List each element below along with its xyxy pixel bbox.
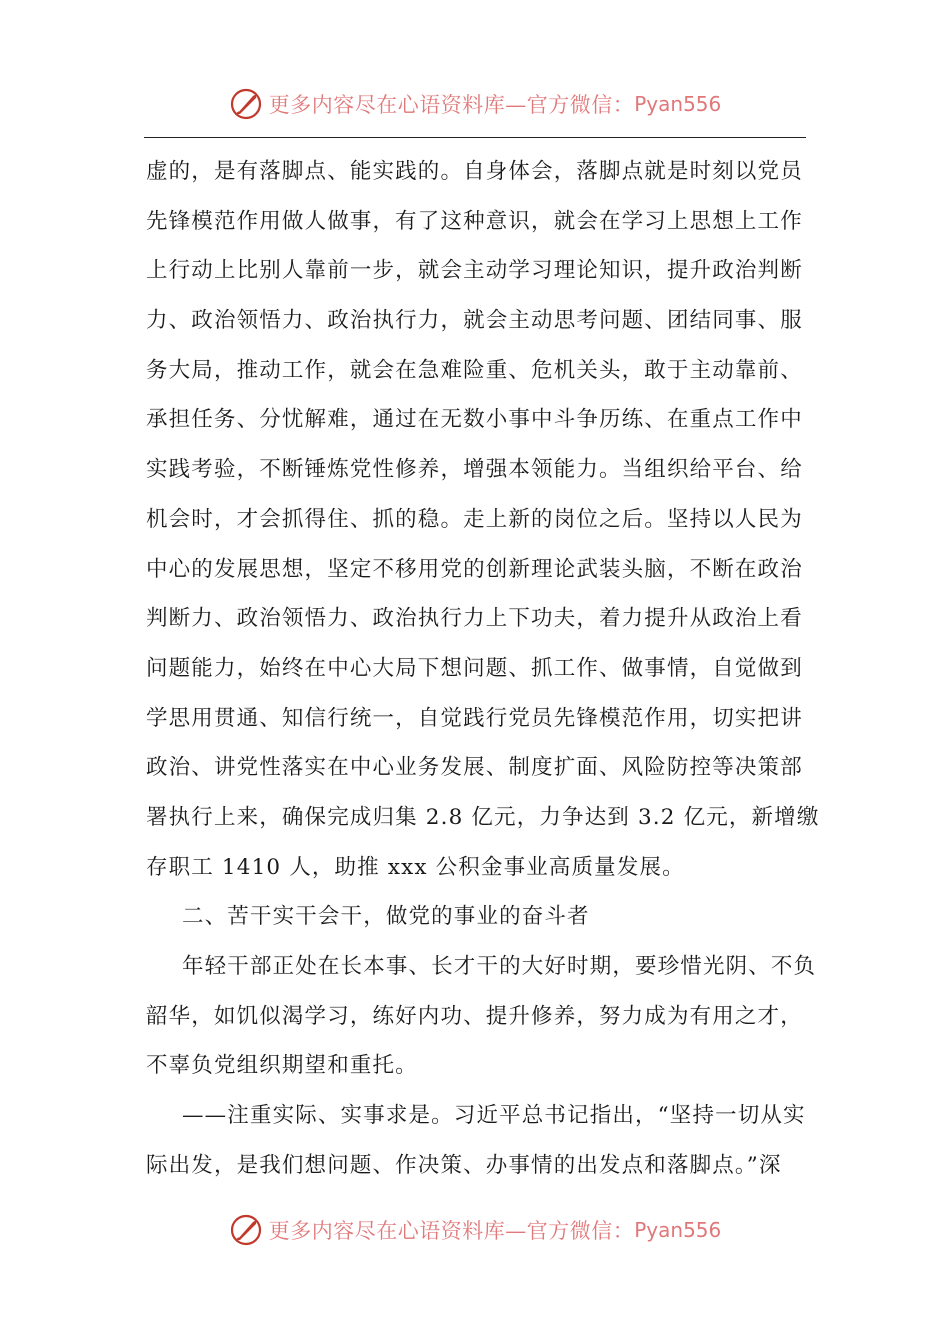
text-line: 署执行上来，确保完成归集 2.8 亿元，力争达到 3.2 亿元，新增缴 [146, 804, 820, 830]
text-line: 韶华，如饥似渴学习，练好内功、提升修养，努力成为有用之才， [146, 1003, 803, 1029]
section-heading: 二、苦干实干会干，做党的事业的奋斗者 [182, 904, 590, 930]
header-banner [0, 84, 950, 124]
text-line: 际出发，是我们想问题、作决策、办事情的出发点和落脚点。”深 [146, 1152, 782, 1178]
document-body [146, 147, 820, 1190]
text-line: 机会时，才会抓得住、抓的稳。走上新的岗位之后。坚持以人民为 [146, 506, 803, 532]
text-line: 承担任务、分忧解难，通过在无数小事中斗争历练、在重点工作中 [146, 407, 803, 433]
text-line: 学思用贯通、知信行统一，自觉践行党员先锋模范作用，切实把讲 [146, 705, 803, 731]
text-line: 上行动上比别人靠前一步，就会主动学习理论知识，提升政治判断 [146, 258, 803, 284]
wechat-id: Pyan556 [634, 1218, 722, 1242]
footer-banner [0, 1210, 950, 1250]
text-line: 年轻干部正处在长本事、长才干的大好时期，要珍惜光阴、不负 [182, 954, 817, 979]
text-line: 存职工 1410 人，助推 xxx 公积金事业高质量发展。 [146, 854, 685, 880]
quill-pen-logo-icon [229, 87, 263, 121]
text-line: 先锋模范作用做人做事，有了这种意识，就会在学习上思想上工作 [146, 208, 803, 234]
text-line: 不辜负党组织期望和重托。 [146, 1053, 418, 1079]
text-line: 问题能力，始终在中心大局下想问题、抓工作、做事情，自觉做到 [146, 655, 803, 681]
header-divider [144, 137, 806, 138]
text-line: 力、政治领悟力、政治执行力，就会主动思考问题、团结同事、服 [146, 308, 803, 334]
quill-pen-logo-icon [229, 1213, 263, 1247]
text-line: 政治、讲党性落实在中心业务发展、制度扩面、风险防控等决策部 [146, 755, 803, 781]
text-line: ——注重实际、实事求是。习近平总书记指出，“坚持一切从实 [182, 1103, 806, 1129]
banner-text: 更多内容尽在心语资料库—官方微信： [268, 93, 635, 117]
text-line: 实践考验，不断锤炼党性修养，增强本领能力。当组织给平台、给 [146, 457, 803, 483]
text-line: 虚的，是有落脚点、能实践的。自身体会，落脚点就是时刻以党员 [146, 159, 803, 184]
banner-text: 更多内容尽在心语资料库—官方微信： [268, 1219, 635, 1243]
text-line: 判断力、政治领悟力、政治执行力上下功夫，着力提升从政治上看 [146, 606, 803, 632]
text-line: 务大局，推动工作，就会在急难险重、危机关头，敢于主动靠前、 [146, 357, 803, 383]
wechat-id: Pyan556 [634, 92, 722, 116]
text-line: 中心的发展思想，坚定不移用党的创新理论武装头脑，不断在政治 [146, 556, 803, 582]
